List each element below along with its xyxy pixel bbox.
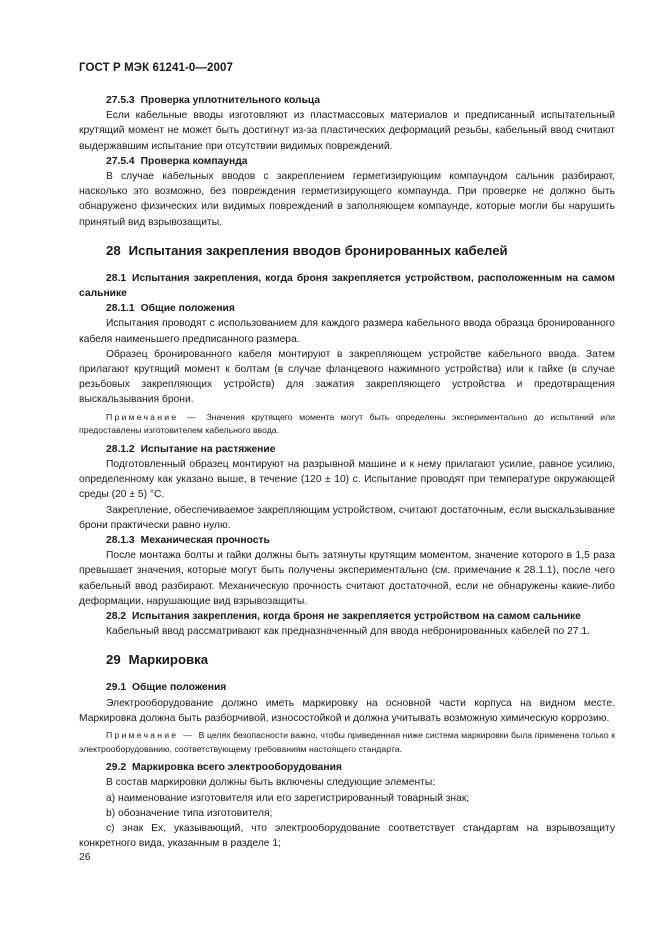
paragraph: Кабельный ввод рассматривают как предназначенный для ввода небронированных кабелей по 27.1.: [106, 626, 590, 638]
note-text: Значения крутящего момента могут быть определены экспериментально до испытаний или предоставлены изготовителем кабельного ввода.: [79, 411, 615, 436]
note: [79, 411, 615, 438]
subsection-title: Испытания закрепления, когда броня закрепляется устройством, расположенным на самом сальнике: [79, 272, 615, 300]
section-title: Маркировка: [128, 652, 209, 668]
page-number: 26: [79, 852, 91, 863]
section-heading-29: [79, 651, 615, 669]
subsection-title: Общие положения: [132, 682, 227, 694]
running-header: ГОСТ Р МЭК 61241-0—2007: [79, 62, 233, 74]
subsection-title: Испытания закрепления, когда броня не закрепляется устройством на самом сальнике: [132, 611, 581, 623]
section-number: 28: [106, 242, 121, 258]
paragraph: В случае кабельных вводов с закреплением герметизирующим компаундом сальник разбирают, насколько это возможно, без повреждения герметизирующего компаунда. При проверке не должно быть обнаружено физических или видимых повреждений в заполняющем компаунде, которые могли бы нарушить принятый вид взрывозащиты.: [79, 171, 615, 228]
subsection-heading-27-5-3: [79, 93, 615, 108]
list-item: c) знак Ex, указывающий, что электрооборудование соответствует стандартам на взрывозащиту конкретного вида, указанным в разделе 1;: [79, 823, 615, 850]
subsection-heading-28-1-3: [79, 533, 615, 548]
subsection-number: 27.5.4: [106, 155, 135, 167]
subsection-number: 29.2: [106, 762, 127, 774]
subsection-number: 28.1.2: [106, 443, 135, 455]
subsection-number: 28.1.1: [106, 303, 135, 315]
subsection-number: 28.1: [106, 272, 127, 284]
note: [79, 729, 615, 756]
list-item: а) наименование изготовителя или его зарегистрированный товарный знак;: [106, 792, 470, 804]
subsection-heading-29-1: [79, 680, 615, 695]
section-number: 29: [106, 652, 121, 668]
subsection-number: 28.2: [106, 611, 127, 623]
subsection-heading-27-5-4: [79, 154, 615, 169]
subsection-title: Маркировка всего электрооборудования: [132, 762, 342, 774]
subsection-number: 27.5.3: [106, 95, 135, 106]
paragraph: Испытания проводят с использованием для каждого размера кабельного ввода образца бронированного кабеля наименьшего предписанного размера.: [79, 318, 615, 345]
subsection-heading-28-1: [79, 271, 615, 301]
subsection-title: Общие положения: [140, 303, 235, 315]
note-label: Примечание —: [106, 730, 194, 741]
page-content: [79, 93, 615, 852]
section-heading-28: [79, 242, 615, 260]
subsection-title: Механическая прочность: [140, 535, 270, 547]
subsection-heading-29-2: [79, 760, 615, 775]
subsection-heading-28-1-2: [79, 442, 615, 457]
paragraph: В состав маркировки должны быть включены следующие элементы:: [106, 777, 436, 789]
subsection-number: 29.1: [106, 682, 127, 694]
paragraph: Если кабельные вводы изготовляют из пластмассовых материалов и предписанный испытательный крутящий момент не может быть достигнут из-за пластических деформаций резьбы, кабельный ввод считают выдержавшим испытание при отсутствии видимых повреждений.: [79, 110, 615, 152]
subsection-number: 28.1.3: [106, 535, 135, 547]
paragraph: Закрепление, обеспечиваемое закрепляющим устройством, считают достаточным, если выскальзывание брони практически равно нулю.: [79, 504, 615, 531]
note-text: В целях безопасности важно, чтобы приведенная ниже система маркировки была применена только к электрооборудованию, соответствующему требованиям настоящего стандарта.: [79, 730, 615, 754]
subsection-title: Проверка уплотнительного кольца: [140, 95, 321, 106]
paragraph: Подготовленный образец монтируют на разрывной машине и к нему прилагают усилие, равное усилию, определенному как указано выше, в течение (120 ± 10) с. Испытание проводят при температуре окружающей среды (20 ± 5) °С.: [79, 459, 615, 501]
note-label: Примечание —: [106, 411, 198, 422]
paragraph: Электрооборудование должно иметь маркировку на основной части корпуса на видном месте. Маркировка должна быть разборчивой, износостойкой и должна учитывать возможную химическую коррозию.: [79, 697, 615, 724]
paragraph: После монтажа болты и гайки должны быть затянуты крутящим моментом, значение которого в 1,5 раза превышает значения, которые могут быть получены экспериментально (см. примечание к 28.1.1), после чего кабельный ввод разбирают. Механическую прочность считают достаточной, если не обнаружены какие-либо деформации, нарушающие вид взрывозащиты.: [79, 550, 615, 607]
subsection-title: Проверка компаунда: [140, 155, 248, 167]
list-item: b) обозначение типа изготовителя;: [106, 807, 273, 819]
subsection-title: Испытание на растяжение: [140, 443, 276, 455]
subsection-heading-28-1-1: [79, 301, 615, 316]
subsection-heading-28-2: [79, 609, 615, 624]
section-title: Испытания закрепления вводов бронированных кабелей: [128, 242, 508, 258]
paragraph: Образец бронированного кабеля монтируют в закрепляющем устройстве кабельного ввода. Затем прилагают крутящий момент к болтам (в случае фланцевого нажимного устройства) или к гайке (в случае резьбовых закрепляющих устройств) для зажатия закрепляющего устройства и предотвращения выскальзывания брони.: [79, 348, 615, 406]
